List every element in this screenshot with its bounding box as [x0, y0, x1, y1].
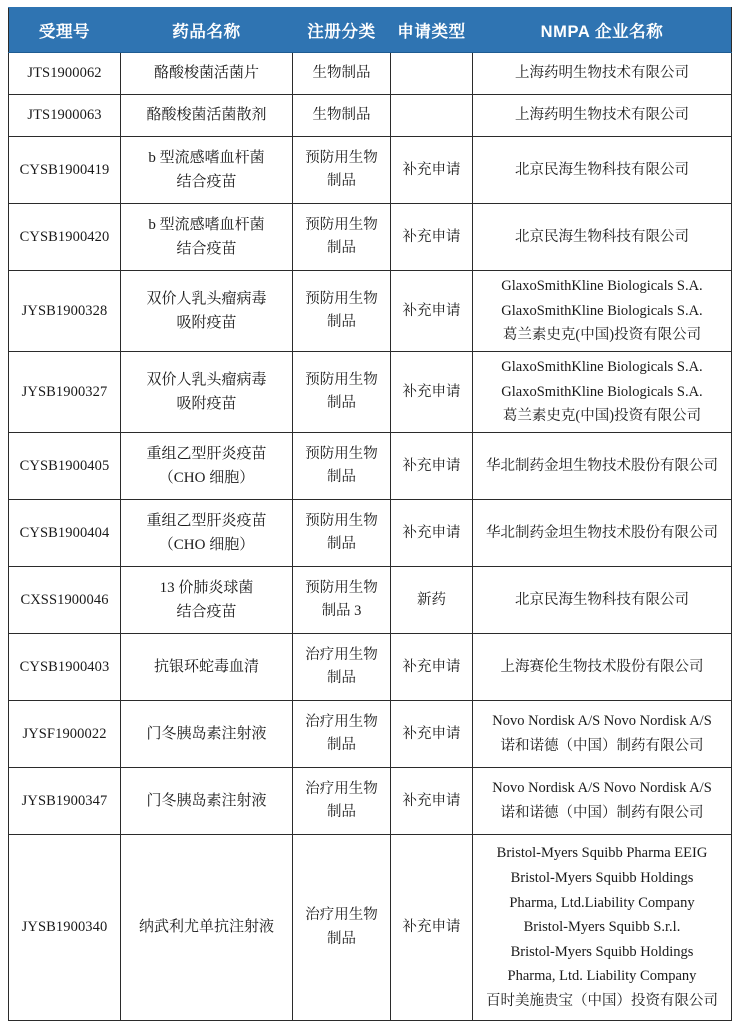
cell-text-line: 制品 3 — [321, 603, 362, 619]
table-row — [9, 204, 732, 271]
cell-text-line: 补充申请 — [402, 792, 461, 809]
cell-text-line: 制品 — [327, 930, 356, 947]
cell-text-line: 预防用生物 — [305, 445, 378, 462]
cell-text-line: GlaxoSmithKline Biologicals S.A. — [501, 359, 703, 376]
cell-text-block — [473, 274, 731, 348]
cell-text-line: Bristol-Myers Squibb Pharma EEIG — [496, 845, 708, 862]
cell-drug-name — [121, 835, 293, 1021]
cell-accept-no: JYSB1900328 — [9, 271, 121, 352]
cell-text-line: 制品 — [327, 314, 356, 330]
cell-reg-class — [293, 53, 391, 95]
cell-text-line: 百时美施贵宝（中国）投资有限公司 — [486, 993, 718, 1010]
cell-text-block — [293, 711, 390, 758]
cell-reg-class — [293, 634, 391, 701]
cell-text-block — [473, 709, 731, 758]
cell-text-block — [293, 288, 390, 335]
cell-text-line: b 型流感嗜血杆菌 — [148, 149, 265, 166]
cell-reg-class — [293, 95, 391, 137]
cell-text-line: 诺和诺德（中国）制药有限公司 — [500, 738, 704, 754]
cell-text-block — [473, 103, 731, 128]
cell-app-type — [391, 204, 473, 271]
cell-app-type — [391, 835, 473, 1021]
cell-text-line: 葛兰素史克(中国)投资有限公司 — [502, 327, 702, 344]
cell-text-line: 补充申请 — [402, 658, 461, 675]
cell-text-line: 预防用生物 — [305, 371, 378, 388]
cell-text-line: 新药 — [417, 591, 446, 608]
cell-drug-name — [121, 352, 293, 433]
cell-text-block — [391, 300, 472, 322]
cell-accept-no: CYSB1900403 — [9, 634, 121, 701]
cell-text-block — [293, 644, 390, 691]
cell-text-line: 补充申请 — [402, 383, 461, 400]
drug-registration-table — [8, 7, 732, 1021]
cell-text-line: GlaxoSmithKline Biologicals S.A. — [501, 383, 703, 400]
cell-text-line: 生物制品 — [312, 64, 371, 81]
cell-drug-name — [121, 567, 293, 634]
cell-text-line: 华北制药金坦生物技术股份有限公司 — [486, 524, 718, 541]
cell-text-line: 抗银环蛇毒血清 — [153, 658, 259, 675]
cell-drug-name — [121, 271, 293, 352]
cell-text-line: 治疗用生物 — [305, 907, 378, 924]
cell-text-line: 补充申请 — [402, 457, 461, 474]
cell-app-type — [391, 352, 473, 433]
cell-company — [473, 204, 732, 271]
cell-text-block — [121, 146, 292, 195]
cell-text-line: 补充申请 — [402, 302, 461, 319]
table-row — [9, 768, 732, 835]
cell-text-block — [473, 225, 731, 250]
cell-text-block — [121, 576, 292, 625]
cell-company — [473, 500, 732, 567]
table-row — [9, 500, 732, 567]
cell-text-line: GlaxoSmithKline Biologicals S.A. — [501, 278, 703, 295]
cell-reg-class — [293, 137, 391, 204]
cell-text-line: 补充申请 — [402, 725, 461, 742]
cell-text-line: 补充申请 — [402, 228, 461, 245]
cell-text-line: 制品 — [327, 240, 356, 256]
cell-text-block — [121, 103, 292, 127]
cell-text-line: 双价人乳头瘤病毒 — [146, 290, 267, 307]
cell-text-block — [473, 521, 731, 546]
table-row — [9, 352, 732, 433]
cell-text-line: 门冬胰岛素注射液 — [146, 725, 267, 742]
cell-text-line: （CHO 细胞） — [158, 470, 255, 486]
cell-text-line: 治疗用生物 — [305, 780, 378, 797]
cell-app-type — [391, 433, 473, 500]
cell-text-line: 吸附疫苗 — [176, 315, 237, 331]
table-row — [9, 701, 732, 768]
cell-text-block — [293, 443, 390, 490]
cell-text-line: 13 价肺炎球菌 — [159, 579, 254, 596]
cell-text-block — [473, 841, 731, 1013]
cell-text-line: 预防用生物 — [305, 579, 378, 596]
cell-text-block — [391, 723, 472, 745]
cell-app-type — [391, 95, 473, 137]
cell-text-line: Bristol-Myers Squibb S.r.l. — [523, 919, 681, 936]
cell-text-block — [391, 159, 472, 181]
cell-text-block — [121, 509, 292, 558]
cell-app-type — [391, 53, 473, 95]
cell-reg-class — [293, 567, 391, 634]
cell-text-line: 重组乙型肝炎疫苗 — [146, 512, 267, 529]
cell-text-block — [293, 104, 390, 127]
cell-text-block — [391, 226, 472, 248]
cell-text-line: 北京民海生物科技有限公司 — [515, 161, 689, 178]
cell-company — [473, 352, 732, 433]
cell-reg-class — [293, 352, 391, 433]
cell-company — [473, 271, 732, 352]
cell-text-block — [391, 656, 472, 678]
table-header — [9, 8, 732, 53]
cell-drug-name — [121, 500, 293, 567]
cell-text-line: 纳武利尤单抗注射液 — [138, 919, 274, 936]
cell-text-block — [391, 455, 472, 477]
cell-text-line: 华北制药金坦生物技术股份有限公司 — [486, 457, 718, 474]
cell-company — [473, 95, 732, 137]
cell-text-line: 制品 — [327, 670, 356, 686]
cell-text-block — [121, 789, 292, 813]
cell-reg-class — [293, 433, 391, 500]
cell-text-block — [293, 369, 390, 416]
cell-text-line: 预防用生物 — [305, 290, 378, 307]
cell-text-block — [121, 61, 292, 85]
cell-text-block — [121, 213, 292, 262]
cell-drug-name — [121, 433, 293, 500]
cell-accept-no: CYSB1900419 — [9, 137, 121, 204]
cell-text-block — [473, 454, 731, 479]
table-row — [9, 567, 732, 634]
cell-text-line: 门冬胰岛素注射液 — [146, 792, 267, 809]
table-row — [9, 137, 732, 204]
cell-reg-class — [293, 768, 391, 835]
cell-text-block — [121, 287, 292, 336]
cell-text-line: b 型流感嗜血杆菌 — [148, 216, 265, 233]
cell-reg-class — [293, 204, 391, 271]
cell-text-line: Pharma, Ltd. Liability Company — [507, 968, 697, 985]
cell-text-block — [473, 355, 731, 429]
cell-text-line: 制品 — [327, 395, 356, 411]
cell-text-block — [391, 381, 472, 403]
table-body — [9, 53, 732, 1021]
cell-text-block — [391, 790, 472, 812]
cell-accept-no: JTS1900062 — [9, 53, 121, 95]
cell-text-line: （CHO 细胞） — [158, 537, 255, 553]
cell-app-type — [391, 768, 473, 835]
cell-text-line: 上海药明生物技术有限公司 — [515, 65, 689, 82]
cell-company — [473, 567, 732, 634]
cell-app-type — [391, 500, 473, 567]
cell-drug-name — [121, 204, 293, 271]
cell-text-block — [293, 577, 390, 624]
cell-app-type — [391, 634, 473, 701]
cell-text-line: Bristol-Myers Squibb Holdings — [510, 943, 694, 960]
cell-text-block — [473, 158, 731, 183]
cell-accept-no: CYSB1900420 — [9, 204, 121, 271]
cell-company — [473, 433, 732, 500]
cell-drug-name — [121, 137, 293, 204]
cell-text-line: 上海药明生物技术有限公司 — [515, 107, 689, 124]
cell-accept-no: JTS1900063 — [9, 95, 121, 137]
cell-drug-name — [121, 53, 293, 95]
cell-text-line: 重组乙型肝炎疫苗 — [146, 445, 267, 462]
cell-text-line: 预防用生物 — [305, 512, 378, 529]
cell-text-line: 生物制品 — [312, 106, 371, 123]
cell-text-block — [391, 522, 472, 544]
cell-text-line: 酪酸梭菌活菌散剂 — [146, 107, 267, 124]
cell-text-line: Pharma, Ltd.Liability Company — [509, 894, 695, 911]
cell-text-line: Novo Nordisk A/S Novo Nordisk A/S — [492, 780, 712, 797]
cell-company — [473, 768, 732, 835]
cell-text-line: 北京民海生物科技有限公司 — [515, 228, 689, 245]
column-header-accept-no: 受理号 — [9, 8, 121, 53]
cell-text-line: 结合疫苗 — [176, 241, 237, 257]
cell-text-line: 制品 — [327, 536, 356, 552]
cell-accept-no: CXSS1900046 — [9, 567, 121, 634]
cell-drug-name — [121, 701, 293, 768]
cell-text-line: 诺和诺德（中国）制药有限公司 — [500, 805, 704, 821]
cell-text-block — [473, 61, 731, 86]
column-header-app-type: 申请类型 — [391, 8, 473, 53]
cell-text-block — [391, 589, 472, 611]
cell-text-line: 补充申请 — [402, 524, 461, 541]
cell-company — [473, 137, 732, 204]
cell-company — [473, 701, 732, 768]
cell-text-line: 结合疫苗 — [176, 174, 237, 190]
cell-text-block — [121, 915, 292, 939]
column-header-reg-class: 注册分类 — [293, 8, 391, 53]
cell-text-line: 结合疫苗 — [176, 604, 237, 620]
cell-text-line: 制品 — [327, 469, 356, 485]
cell-text-line: 北京民海生物科技有限公司 — [515, 591, 689, 608]
cell-accept-no: JYSB1900340 — [9, 835, 121, 1021]
cell-text-block — [473, 776, 731, 825]
cell-text-block — [473, 655, 731, 680]
table-row — [9, 433, 732, 500]
cell-text-line: 制品 — [327, 804, 356, 820]
cell-text-line: 葛兰素史克(中国)投资有限公司 — [502, 408, 702, 425]
cell-text-line: 制品 — [327, 173, 356, 189]
cell-accept-no: JYSF1900022 — [9, 701, 121, 768]
cell-text-line: 治疗用生物 — [305, 646, 378, 663]
table-row — [9, 634, 732, 701]
cell-company — [473, 53, 732, 95]
cell-text-block — [121, 442, 292, 491]
table-row — [9, 53, 732, 95]
cell-text-block — [293, 147, 390, 194]
cell-text-line: 治疗用生物 — [305, 713, 378, 730]
cell-text-block — [293, 778, 390, 825]
cell-drug-name — [121, 768, 293, 835]
cell-company — [473, 835, 732, 1021]
cell-accept-no: CYSB1900404 — [9, 500, 121, 567]
cell-text-block — [121, 655, 292, 679]
cell-app-type — [391, 567, 473, 634]
cell-text-block — [293, 510, 390, 557]
cell-text-line: 预防用生物 — [305, 149, 378, 166]
cell-text-line: 补充申请 — [402, 161, 461, 178]
cell-text-block — [293, 62, 390, 85]
cell-app-type — [391, 271, 473, 352]
cell-text-block — [121, 368, 292, 417]
cell-text-block — [391, 916, 472, 938]
table-row — [9, 271, 732, 352]
cell-text-line: 酪酸梭菌活菌片 — [153, 65, 259, 82]
cell-drug-name — [121, 634, 293, 701]
column-header-drug-name: 药品名称 — [121, 8, 293, 53]
cell-text-line: GlaxoSmithKline Biologicals S.A. — [501, 302, 703, 319]
table-header-row — [9, 8, 732, 53]
cell-text-block — [121, 722, 292, 746]
cell-text-block — [293, 214, 390, 261]
cell-text-line: 吸附疫苗 — [176, 396, 237, 412]
cell-text-line: 补充申请 — [402, 919, 461, 936]
cell-text-line: Bristol-Myers Squibb Holdings — [510, 869, 694, 886]
column-header-company: NMPA 企业名称 — [473, 8, 732, 53]
cell-accept-no: JYSB1900327 — [9, 352, 121, 433]
cell-accept-no: CYSB1900405 — [9, 433, 121, 500]
table-row — [9, 95, 732, 137]
cell-app-type — [391, 137, 473, 204]
cell-text-line: 上海赛伦生物技术股份有限公司 — [500, 658, 704, 675]
cell-text-line: 制品 — [327, 737, 356, 753]
cell-app-type — [391, 701, 473, 768]
cell-reg-class — [293, 271, 391, 352]
cell-text-line: 双价人乳头瘤病毒 — [146, 371, 267, 388]
cell-drug-name — [121, 95, 293, 137]
cell-text-block — [293, 904, 390, 951]
cell-text-block — [473, 588, 731, 613]
cell-text-line: Novo Nordisk A/S Novo Nordisk A/S — [492, 713, 712, 730]
cell-text-line: 预防用生物 — [305, 216, 378, 233]
cell-reg-class — [293, 835, 391, 1021]
cell-reg-class — [293, 701, 391, 768]
cell-company — [473, 634, 732, 701]
cell-accept-no: JYSB1900347 — [9, 768, 121, 835]
table-row — [9, 835, 732, 1021]
cell-reg-class — [293, 500, 391, 567]
